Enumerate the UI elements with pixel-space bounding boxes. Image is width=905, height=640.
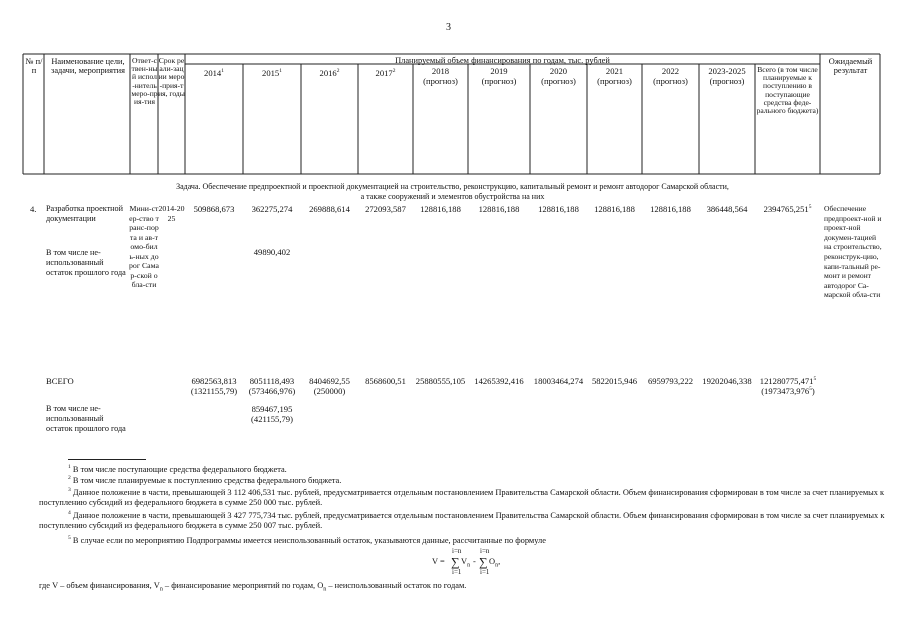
total-incl-2015: 859467,195 (421155,79) xyxy=(251,404,293,424)
formula: i=n i=n V = ∑ $V_n$ - ∑ $O_n$, i=1 i=1 xyxy=(432,547,501,576)
total-value-2017: 8568600,51 xyxy=(365,376,406,386)
total-value-2015: 8051118,493 (573466,976) xyxy=(248,376,296,396)
year-2019: 2019 (прогноз) xyxy=(481,66,517,86)
year-2016: 2016$^2$ xyxy=(319,67,340,78)
year-2021: 2021 (прогноз) xyxy=(597,66,632,86)
year-2022: 2022 (прогноз) xyxy=(653,66,688,86)
row4-value-2015: 362275,274 xyxy=(251,204,293,214)
footnote-5: $^5$ В случае если по мероприятию Подпрограммы имеется неиспользованный остаток, указываются данные, рассчитанные по формуле xyxy=(68,535,546,545)
total-value-2023-2025: 19202046,338 xyxy=(702,376,752,386)
row4-value-2022: 128816,188 xyxy=(650,204,691,214)
row4-value-2014: 509868,673 xyxy=(193,204,235,214)
footnote-separator xyxy=(68,459,146,460)
total-incl-label: В том числе не-использованный остаток прошлого года xyxy=(46,404,126,434)
row4-incl-label: В том числе не-использованный остаток прошлого года xyxy=(46,248,126,278)
footnote-3: $^3$ Данное положение в части, превышающей 3 112 406,531 тыс. рублей, предусматривается отдельным постановлением Правительства Самарской области. Объем финансирования сформирован в том числе за счет планируемых к поступлению субсидий из федерального бюджета в сумме 250 000 тыс. рублей. xyxy=(39,487,885,507)
footnote-4: $^4$ Данное положение в части, превышающей 3 427 775,734 тыс. рублей, предусматривается отдельным постановлением Правительства Самарской области. Объем финансирования сформирован в том числе за счет планируемых к поступлению субсидий из федерального бюджета в сумме 250 007 тыс. рублей. xyxy=(39,510,885,530)
year-2023-2025: 2023-2025 (прогноз) xyxy=(708,66,746,86)
header-responsible: Ответ-ствен-ный испол-нитель меро-прия-тия xyxy=(131,56,158,107)
header-total: Всего (в том числе планируемые к поступлению в поступающие средства феде-рального бюджета) xyxy=(756,65,819,116)
row4-value-2019: 128816,188 xyxy=(478,204,520,214)
year-2015: 2015$^1$ xyxy=(262,67,282,78)
row4-incl-2015: 49890,402 xyxy=(253,247,291,257)
header-result: Ожидаемый результат xyxy=(828,57,873,75)
row4-value-2018: 128816,188 xyxy=(420,204,461,214)
total-value-2014: 6982563,813 (1321155,79) xyxy=(190,376,238,396)
row4-value-2020: 128816,188 xyxy=(538,204,579,214)
row-number: 4. xyxy=(30,204,37,214)
year-2017: 2017$^2$ xyxy=(375,67,396,78)
row-name: Разработка проектной документации xyxy=(46,204,124,224)
row4-value-total: 2394765,251$^5$ xyxy=(763,204,812,214)
total-value-2021: 5822015,946 xyxy=(591,376,638,386)
total-value-2016: 8404692,55 (250000) xyxy=(309,376,350,396)
year-2020: 2020 (прогноз) xyxy=(541,66,576,86)
header-name: Наименование цели, задачи, мероприятия xyxy=(51,57,125,75)
row4-value-2017: 272093,587 xyxy=(365,204,406,214)
row4-result: Обеспечение предпроект-ной и проект-ной докумен-тацией на строительство, реконструк-цию, капи-тальный ре-монт и ремонт автодорог Са-марской обла-сти xyxy=(824,204,882,300)
header-term: Срок реали-зации меро-прия-тия, годы xyxy=(158,56,185,98)
total-value-2019: 14265392,416 xyxy=(474,376,524,386)
page-number: 3 xyxy=(446,22,451,33)
row4-value-2023-2025: 386448,564 xyxy=(706,204,748,214)
total-value-2022: 6959793,222 xyxy=(647,376,694,386)
year-2018: 2018 (прогноз) xyxy=(423,66,458,86)
row-responsible: Мини-стер-ство транс-порта и ав-томо-биль-ных дорог Самар-ской обла-сти xyxy=(129,204,159,289)
total-value-2018: 25880555,105 xyxy=(415,376,466,386)
footnote-2: $^2$ В том числе планируемые к поступлению средства федерального бюджета. xyxy=(68,475,342,485)
row4-value-2021: 128816,188 xyxy=(594,204,635,214)
header-planned: Планируемый объем финансирования по годам, тыс. рублей xyxy=(395,56,610,65)
total-value-2020: 18003464,274 xyxy=(533,376,584,386)
task-title: Задача. Обеспечение предпроектной и проектной документацией на строительство, реконструкцию, капитальный ремонт и ремонт автодорог Самарской области, а также сооружений и элементов обустройства на них xyxy=(176,182,729,201)
row4-value-2016: 269888,614 xyxy=(309,204,350,214)
footnote-1: $^1$ В том числе поступающие средства федерального бюджета. xyxy=(68,464,287,474)
row-term: 2014-2025 xyxy=(158,204,185,223)
year-2014: 2014$^1$ xyxy=(204,67,224,78)
header-no: № п/п xyxy=(25,57,43,75)
formula-legend: где V – объем финансирования, $V_n$ – финансирование мероприятий по годам, $O_n$ – неиспользованный остаток по годам. xyxy=(39,581,467,593)
total-value-total: 121280775,471$^5$ (1973473,976$^5$) xyxy=(759,376,817,396)
total-label: ВСЕГО xyxy=(46,376,74,386)
